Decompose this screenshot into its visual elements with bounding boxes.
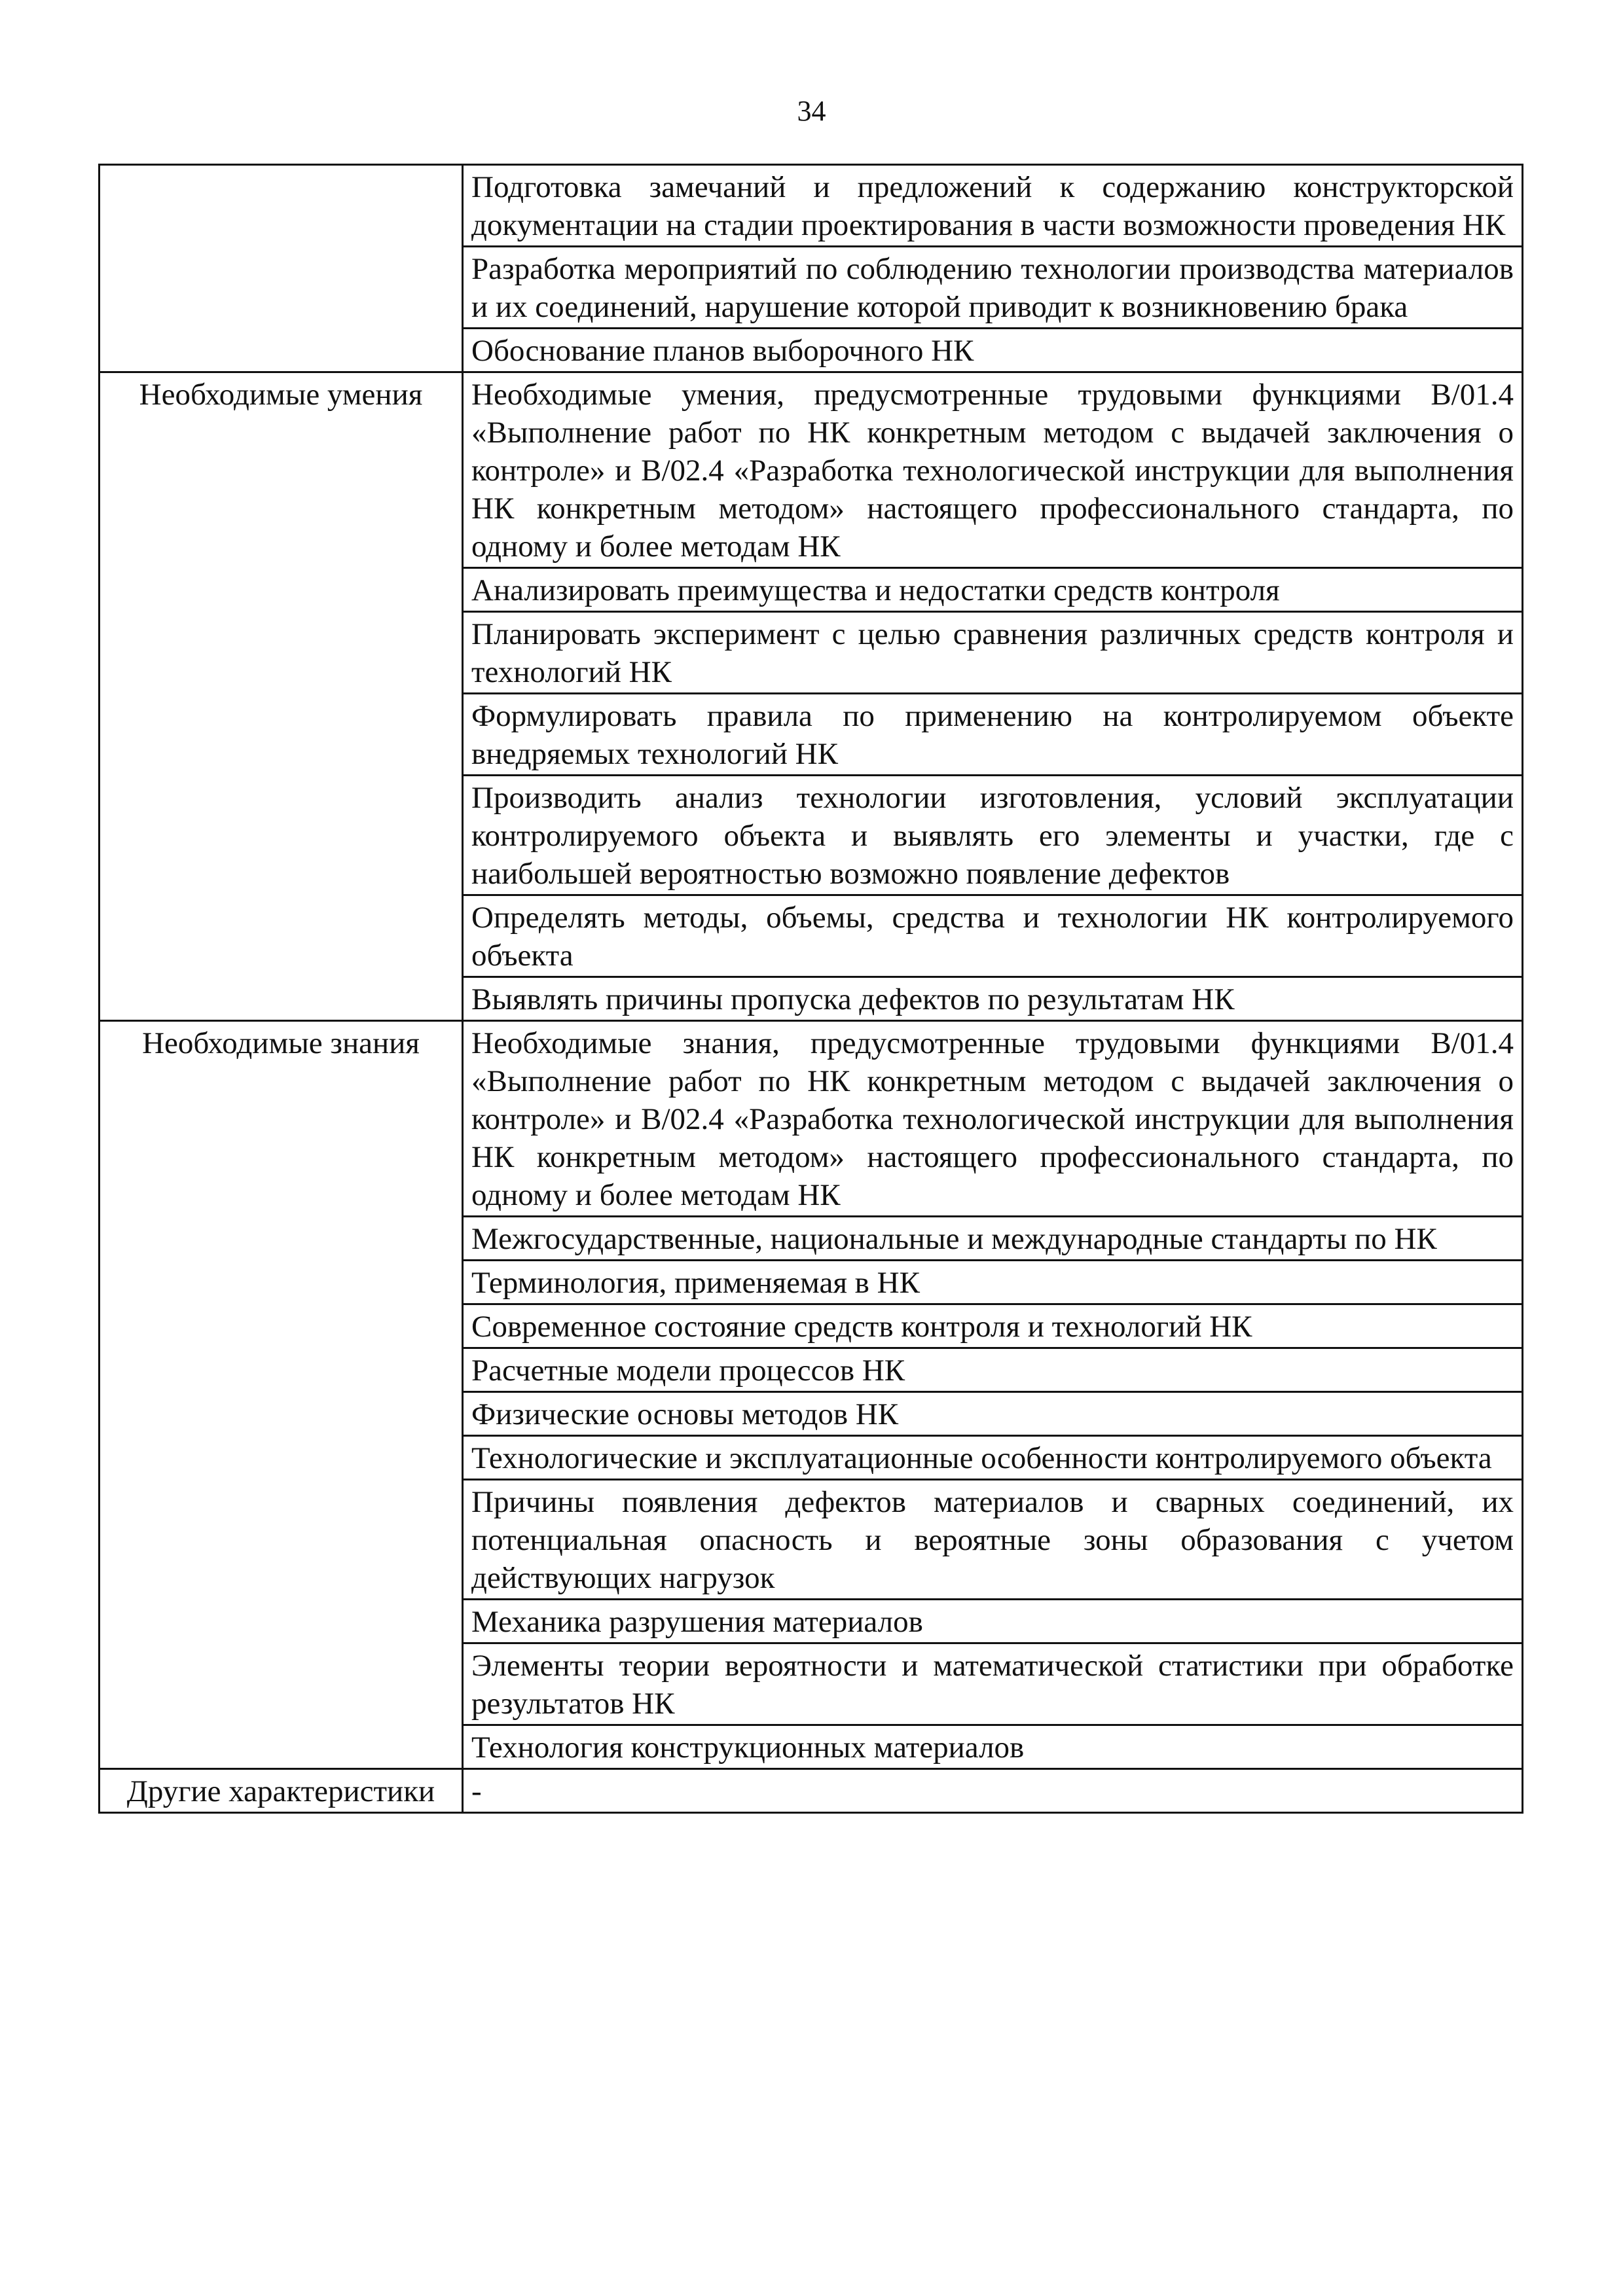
other-value: - (463, 1769, 1523, 1813)
table-cell: Производить анализ технологии изготовления, условий эксплуатации контролируемого объекта и выявлять его элементы и участки, где с наибольшей вероятностью возможно появление дефектов (463, 776, 1523, 895)
table-cell: Технология конструкционных материалов (463, 1725, 1523, 1769)
table-cell: Физические основы методов НК (463, 1392, 1523, 1436)
table-cell: Необходимые знания, предусмотренные трудовыми функциями В/01.4 «Выполнение работ по НК конкретным методом с выдачей заключения о контроле» и В/02.4 «Разработка технологической инструкции для выполнения НК конкретным методом» настоящего профессионального стандарта, по одному и более методам НК (463, 1021, 1523, 1217)
table-cell: Формулировать правила по применению на контролируемом объекте внедряемых технологий НК (463, 694, 1523, 776)
table-cell: Необходимые умения, предусмотренные трудовыми функциями В/01.4 «Выполнение работ по НК конкретным методом с выдачей заключения о контроле» и В/02.4 «Разработка технологической инструкции для выполнения НК конкретным методом» настоящего профессионального стандарта, по одному и более методам НК (463, 372, 1523, 568)
table-cell: Планировать эксперимент с целью сравнения различных средств контроля и технологий НК (463, 612, 1523, 694)
table-cell: Определять методы, объемы, средства и технологии НК контролируемого объекта (463, 895, 1523, 977)
table-cell: Причины появления дефектов материалов и сварных соединений, их потенциальная опасность и вероятные зоны образования с учетом действующих нагрузок (463, 1480, 1523, 1600)
table-cell: Разработка мероприятий по соблюдению технологии производства материалов и их соединений, нарушение которой приводит к возникновению брака (463, 247, 1523, 329)
table-cell: Механика разрушения материалов (463, 1600, 1523, 1643)
table-cell: Межгосударственные, национальные и международные стандарты по НК (463, 1217, 1523, 1261)
page-number: 34 (797, 95, 826, 127)
table-row (100, 1769, 1523, 1813)
table-row (100, 372, 1523, 568)
table-cell: Анализировать преимущества и недостатки средств контроля (463, 568, 1523, 612)
table-cell: Терминология, применяемая в НК (463, 1261, 1523, 1304)
skills-label: Необходимые умения (100, 372, 463, 1021)
table-row (100, 165, 1523, 247)
continuation-label-cell (100, 165, 463, 372)
knowledge-label: Необходимые знания (100, 1021, 463, 1769)
table-cell: Подготовка замечаний и предложений к содержанию конструкторской документации на стадии проектирования в части возможности проведения НК (463, 165, 1523, 247)
table-cell: Обоснование планов выборочного НК (463, 329, 1523, 372)
table-row (100, 1021, 1523, 1217)
table-cell: Технологические и эксплуатационные особенности контролируемого объекта (463, 1436, 1523, 1480)
requirements-table (98, 164, 1523, 1814)
table-cell: Выявлять причины пропуска дефектов по результатам НК (463, 977, 1523, 1021)
table-cell: Современное состояние средств контроля и технологий НК (463, 1304, 1523, 1348)
table-cell: Расчетные модели процессов НК (463, 1348, 1523, 1392)
table-cell: Элементы теории вероятности и математической статистики при обработке результатов НК (463, 1643, 1523, 1725)
other-label: Другие характеристики (100, 1769, 463, 1813)
